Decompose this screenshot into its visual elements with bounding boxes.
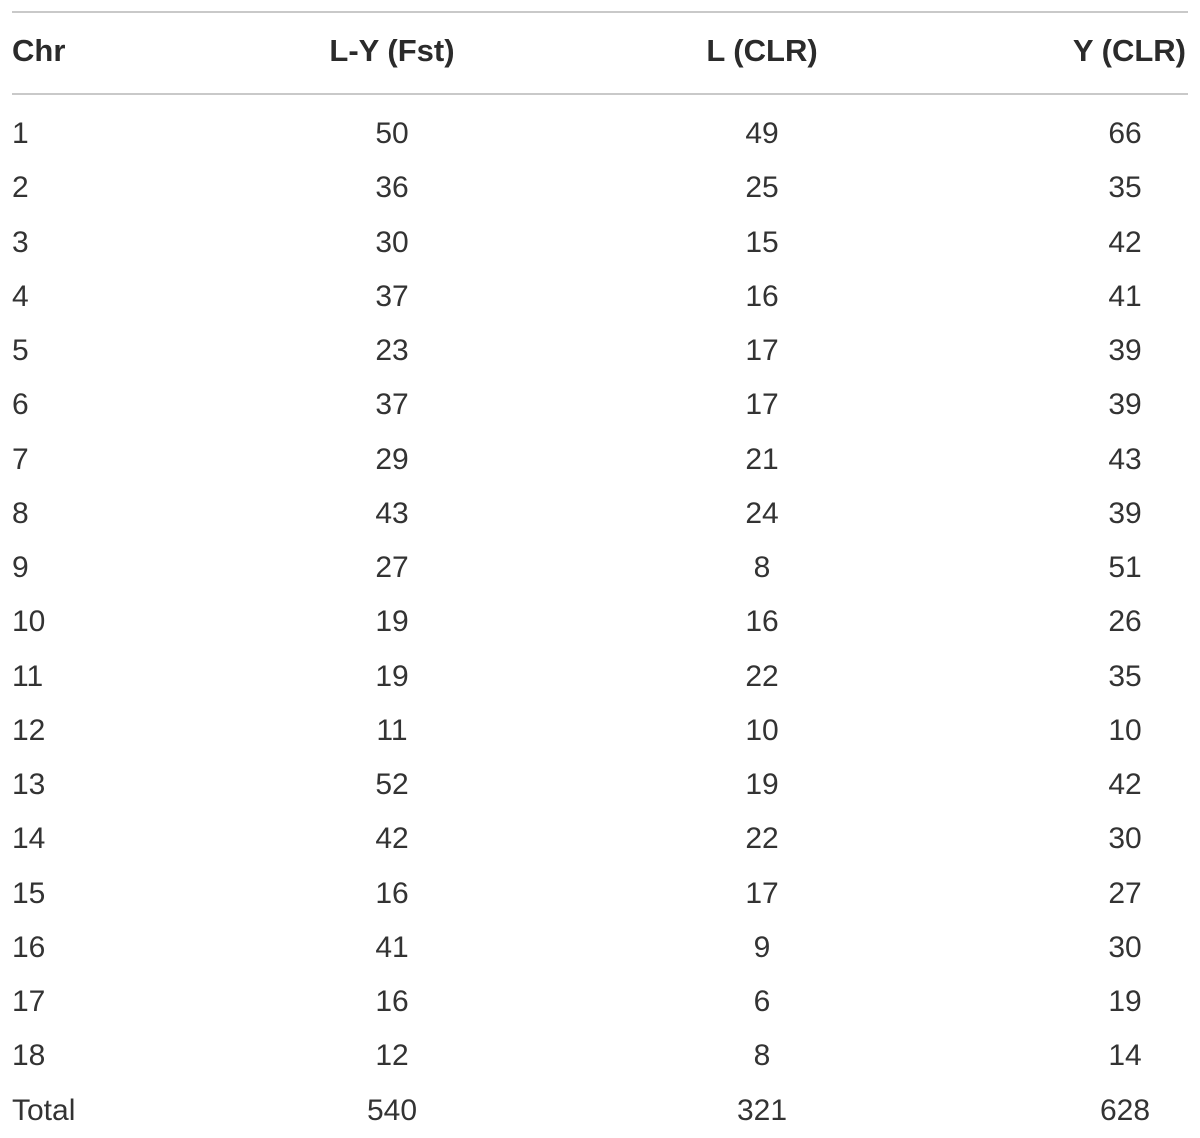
cell-l-y-fst: 43 [375,496,409,530]
header-l-clr: L (CLR) [706,33,818,68]
cell-l-y-fst: 16 [375,985,409,1018]
cell-l-clr: 21 [745,442,779,476]
table-top-rule [12,11,1188,13]
cell-y-clr: 30 [1108,822,1142,856]
table-row [0,216,1200,270]
cell-l-clr: 22 [745,822,779,856]
cell-l-clr: 321 [736,1093,788,1127]
cell-chr: 11 [12,659,44,693]
cell-l-clr: 24 [745,496,779,530]
cell-chr: 8 [12,496,29,530]
table-row [0,1029,1200,1083]
cell-y-clr: 26 [1108,605,1142,639]
cell-l-y-fst: 29 [375,442,409,476]
cell-y-clr: 628 [1099,1093,1151,1127]
cell-l-y-fst: 12 [375,1039,409,1073]
cell-l-clr: 49 [745,117,779,150]
cell-l-clr: 8 [753,551,771,584]
table-row [0,161,1200,215]
table-row [0,270,1200,324]
table-row [0,867,1200,921]
header-l-y-fst: L-Y (Fst) [329,33,455,68]
cell-y-clr: 42 [1108,768,1142,801]
table-row [0,541,1200,595]
cell-chr: 13 [12,768,46,801]
cell-y-clr: 43 [1108,442,1142,476]
cell-l-y-fst: 37 [375,388,409,422]
cell-chr: 17 [12,985,46,1018]
cell-chr: 6 [12,388,29,422]
table-row [0,975,1200,1029]
cell-l-clr: 17 [745,388,779,422]
cell-chr: 10 [12,605,46,639]
cell-l-y-fst: 30 [375,225,409,259]
cell-l-y-fst: 52 [375,768,409,801]
cell-chr: 1 [12,117,29,150]
cell-y-clr: 27 [1108,876,1142,910]
cell-l-clr: 16 [745,279,779,313]
table-row [0,324,1200,378]
cell-chr: 3 [12,225,29,259]
cell-l-y-fst: 540 [366,1093,418,1127]
cell-chr: 14 [12,822,46,856]
header-chr: Chr [12,33,66,68]
table-row [0,704,1200,758]
cell-y-clr: 39 [1108,388,1142,422]
table-row [0,433,1200,487]
table-row [0,487,1200,541]
table-row [0,378,1200,432]
table-row [0,107,1200,161]
cell-l-clr: 25 [745,171,779,205]
cell-l-y-fst: 36 [375,171,409,205]
cell-chr: 15 [12,876,46,910]
cell-y-clr: 42 [1108,225,1142,259]
cell-y-clr: 19 [1108,985,1142,1018]
cell-l-clr: 15 [745,225,779,259]
cell-chr: 5 [12,334,29,367]
cell-y-clr: 39 [1108,496,1142,530]
table-row [0,595,1200,649]
header-y-clr: Y (CLR) [1072,33,1186,68]
cell-y-clr: 35 [1108,171,1142,205]
table-row [0,921,1200,975]
cell-y-clr: 66 [1108,117,1142,150]
cell-l-y-fst: 11 [376,713,408,747]
table-total-row [0,1084,1200,1138]
cell-y-clr: 51 [1108,551,1142,584]
table-header-rule [12,93,1188,95]
table-row [0,758,1200,812]
cell-l-clr: 9 [753,930,771,964]
table-row [0,650,1200,704]
cell-l-y-fst: 37 [375,279,409,313]
cell-y-clr: 41 [1108,279,1142,313]
cell-l-y-fst: 27 [375,551,409,584]
cell-chr: 16 [12,930,46,964]
cell-l-clr: 10 [745,713,779,747]
cell-chr: 12 [12,713,46,747]
cell-l-y-fst: 16 [375,876,409,910]
cell-chr: 2 [12,171,29,205]
cell-l-clr: 8 [753,1039,771,1073]
cell-y-clr: 39 [1108,334,1142,367]
table-header-row [0,24,1200,78]
cell-l-clr: 6 [753,985,771,1018]
cell-l-clr: 16 [745,605,779,639]
cell-chr: 9 [12,551,29,584]
cell-y-clr: 14 [1108,1039,1142,1073]
table-row [0,812,1200,866]
cell-l-y-fst: 42 [375,822,409,856]
cell-l-y-fst: 50 [375,117,409,150]
cell-chr: 4 [12,279,29,313]
cell-chr: 7 [12,442,29,476]
cell-l-clr: 19 [745,768,779,801]
cell-l-y-fst: 19 [375,605,409,639]
cell-l-y-fst: 23 [375,334,409,367]
cell-chr: Total [12,1093,76,1127]
cell-y-clr: 35 [1108,659,1142,693]
cell-y-clr: 30 [1108,930,1142,964]
cell-y-clr: 10 [1108,713,1142,747]
cell-l-clr: 22 [745,659,779,693]
cell-chr: 18 [12,1039,46,1073]
cell-l-y-fst: 41 [375,930,409,964]
cell-l-clr: 17 [745,876,779,910]
cell-l-clr: 17 [745,334,779,367]
cell-l-y-fst: 19 [375,659,409,693]
